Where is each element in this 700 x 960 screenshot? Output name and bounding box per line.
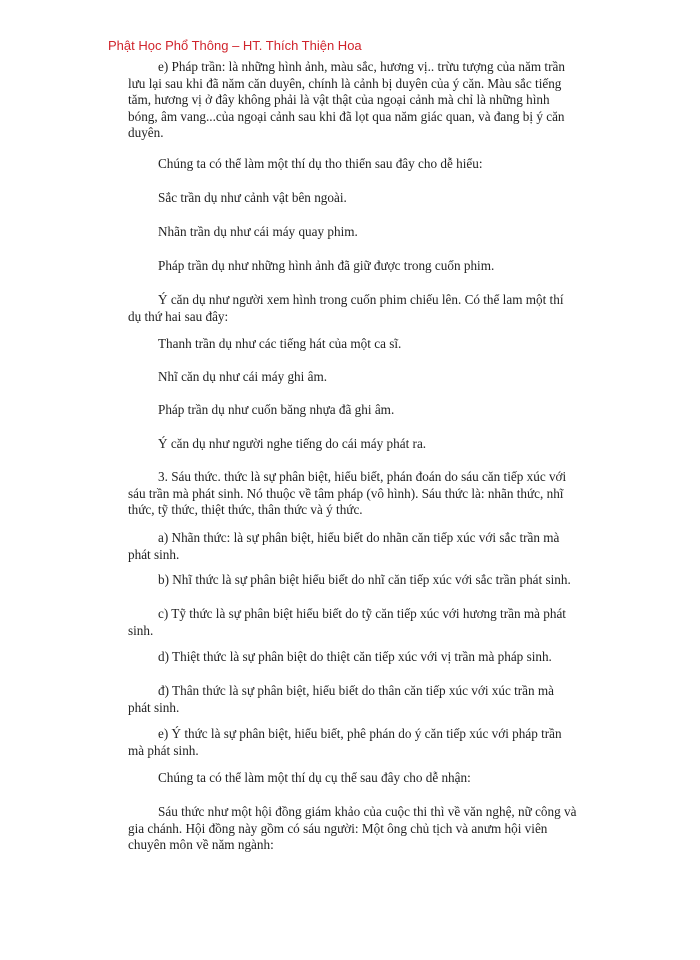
paragraph: c) Tỹ thức là sự phân biệt hiểu biết do tỹ căn tiếp xúc với hương trần mà phát sinh. — [128, 606, 566, 638]
paragraph: d) Thiệt thức là sự phân biệt do thiệt căn tiếp xúc với vị trần mà pháp sinh. — [158, 649, 552, 664]
paragraph: a) Nhãn thức: là sự phân biệt, hiểu biết do nhãn căn tiếp xúc với sắc trần mà phát sinh. — [128, 530, 560, 562]
paragraph: Pháp trần dụ như cuốn băng nhựa đã ghi âm. — [158, 402, 395, 417]
running-header: Phật Học Phổ Thông – HT. Thích Thiện Hoa — [108, 38, 362, 53]
paragraph: đ) Thân thức là sự phân biệt, hiểu biết do thân căn tiếp xúc với xúc trần mà phát sinh. — [128, 683, 555, 715]
paragraph: Sắc trần dụ như cảnh vật bên ngoài. — [158, 190, 347, 205]
paragraph: Ý căn dụ như người nghe tiếng do cái máy phát ra. — [158, 436, 427, 451]
paragraph: Nhãn trần dụ như cái máy quay phim. — [158, 224, 358, 239]
paragraph: Ý căn dụ như người xem hình trong cuốn phim chiếu lên. Có thể lam một thí dụ thứ hai sau đây: — [128, 292, 564, 324]
paragraph: Chúng ta có thể làm một thí dụ tho thiển sau đây cho dễ hiểu: — [158, 156, 483, 171]
paragraph: Chúng ta có thể làm một thí dụ cụ thể sau đây cho dễ nhận: — [158, 770, 471, 785]
paragraph: Nhĩ căn dụ như cái máy ghi âm. — [158, 369, 328, 384]
paragraph: e) Pháp trần: là những hình ảnh, màu sắc, hương vị.. trừu tượng của năm trần lưu lại sau khi đã năm căn duyên, chính là cảnh bị duyên của ý căn. Màu sắc tiếng tăm, hương vị ở đây không phải là vật thật của ngoại cảnh mà chỉ là những hình bóng, âm vang...của ngoại cảnh sau khi đã lọt qua năm giác quan, và đang bị ý căn duyên. — [128, 59, 565, 141]
paragraph: b) Nhĩ thức là sự phân biệt hiểu biết do nhĩ căn tiếp xúc với sắc trần phát sinh. — [158, 572, 571, 587]
paragraph: Sáu thức như một hội đồng giám khảo của cuộc thi thì về văn nghệ, nữ công và gia chánh. Hội đồng này gồm có sáu người: Một ông chủ tịch và anưm hội viên chuyên môn về năm ngành: — [128, 804, 577, 853]
paragraph: e) Ý thức là sự phân biệt, hiểu biết, phê phán do ý căn tiếp xúc với pháp trần mà phát sinh. — [128, 726, 562, 758]
paragraph: 3. Sáu thức. thức là sự phân biệt, hiểu biết, phán đoán do sáu căn tiếp xúc với sáu trần mà phát sinh. Nó thuộc về tâm pháp (vô hình). Sáu thức là: nhãn thức, nhĩ thức, tỹ thức, thiệt thức, thân thức và ý thức. — [128, 469, 567, 518]
paragraph: Thanh trần dụ như các tiếng hát của một ca sĩ. — [158, 336, 402, 351]
paragraph: Pháp trần dụ như những hình ảnh đã giữ được trong cuốn phim. — [158, 258, 495, 273]
